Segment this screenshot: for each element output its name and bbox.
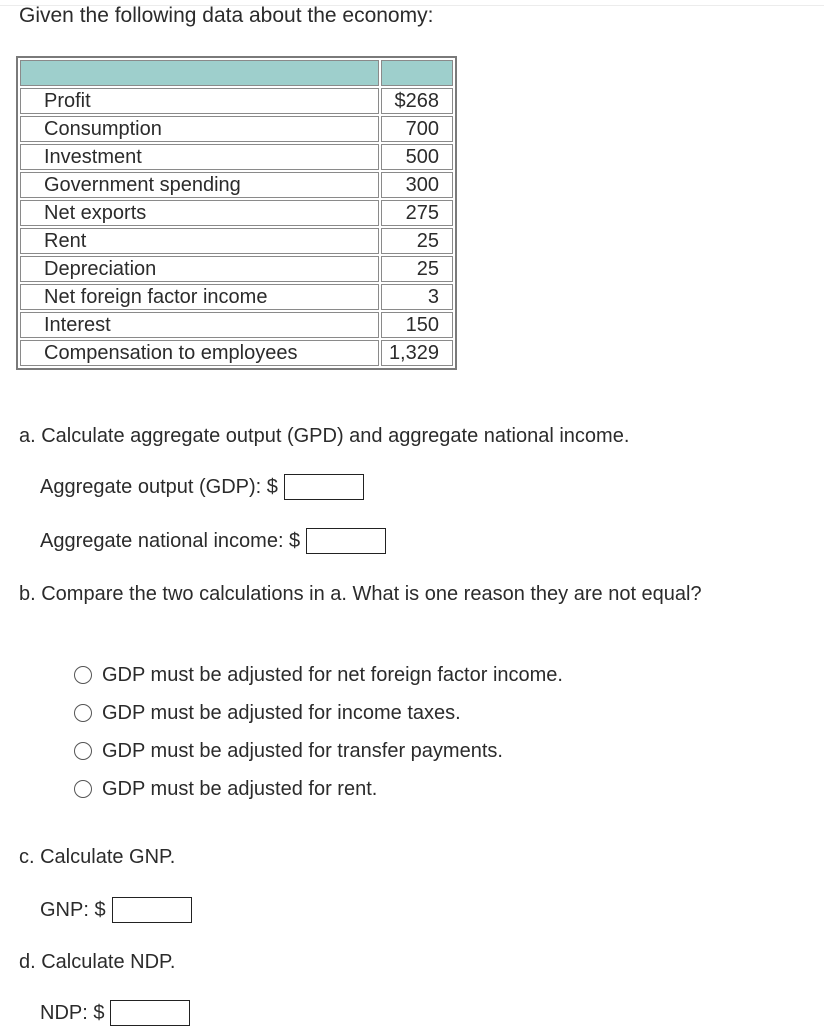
table-row xyxy=(20,172,453,198)
option-net-foreign-factor-income[interactable] xyxy=(74,656,563,694)
row-label: Profit xyxy=(20,88,379,114)
gnp-answer-line xyxy=(40,897,192,923)
row-label: Net foreign factor income xyxy=(20,284,379,310)
gdp-answer-line xyxy=(40,474,364,500)
option-label: GDP must be adjusted for income taxes. xyxy=(102,701,461,724)
row-value: 300 xyxy=(381,172,453,198)
table-row xyxy=(20,256,453,282)
table-row xyxy=(20,284,453,310)
row-label: Investment xyxy=(20,144,379,170)
national-income-input[interactable] xyxy=(306,528,386,554)
question-c: c. Calculate GNP. xyxy=(19,846,176,868)
income-label: Aggregate national income: $ xyxy=(40,530,301,552)
table-row xyxy=(20,312,453,338)
question-a: a. Calculate aggregate output (GPD) and aggregate national income. xyxy=(19,425,630,447)
row-value: 500 xyxy=(381,144,453,170)
table-header-cell xyxy=(381,60,453,86)
row-value: 25 xyxy=(381,256,453,282)
row-value: 275 xyxy=(381,200,453,226)
radio-button[interactable] xyxy=(74,704,92,722)
table-header-cell xyxy=(20,60,379,86)
option-label: GDP must be adjusted for net foreign factor income. xyxy=(102,663,563,686)
row-value: $268 xyxy=(381,88,453,114)
row-label: Compensation to employees xyxy=(20,340,379,366)
economy-data-table xyxy=(16,56,457,370)
table-row xyxy=(20,88,453,114)
table-row xyxy=(20,116,453,142)
gnp-input[interactable] xyxy=(112,897,192,923)
row-value: 3 xyxy=(381,284,453,310)
row-value: 1,329 xyxy=(381,340,453,366)
reason-options xyxy=(74,656,563,808)
row-value: 150 xyxy=(381,312,453,338)
option-rent[interactable] xyxy=(74,770,563,808)
row-label: Depreciation xyxy=(20,256,379,282)
gdp-input[interactable] xyxy=(284,474,364,500)
table-row xyxy=(20,144,453,170)
gdp-label: Aggregate output (GDP): $ xyxy=(40,476,278,498)
row-label: Rent xyxy=(20,228,379,254)
table-row xyxy=(20,228,453,254)
radio-button[interactable] xyxy=(74,666,92,684)
question-b: b. Compare the two calculations in a. What is one reason they are not equal? xyxy=(19,583,702,605)
option-label: GDP must be adjusted for rent. xyxy=(102,777,378,800)
gnp-label: GNP: $ xyxy=(40,899,106,921)
row-label: Government spending xyxy=(20,172,379,198)
option-transfer-payments[interactable] xyxy=(74,732,563,770)
ndp-answer-line xyxy=(40,1000,190,1026)
option-income-taxes[interactable] xyxy=(74,694,563,732)
question-d: d. Calculate NDP. xyxy=(19,951,176,973)
radio-button[interactable] xyxy=(74,742,92,760)
row-value: 700 xyxy=(381,116,453,142)
row-value: 25 xyxy=(381,228,453,254)
ndp-label: NDP: $ xyxy=(40,1002,105,1024)
row-label: Net exports xyxy=(20,200,379,226)
table-header-row xyxy=(20,60,453,86)
option-label: GDP must be adjusted for transfer payments. xyxy=(102,739,503,762)
row-label: Consumption xyxy=(20,116,379,142)
row-label: Interest xyxy=(20,312,379,338)
table-row xyxy=(20,340,453,366)
income-answer-line xyxy=(40,528,386,554)
radio-button[interactable] xyxy=(74,780,92,798)
table-row xyxy=(20,200,453,226)
intro-text: Given the following data about the economy: xyxy=(19,4,434,27)
ndp-input[interactable] xyxy=(110,1000,190,1026)
